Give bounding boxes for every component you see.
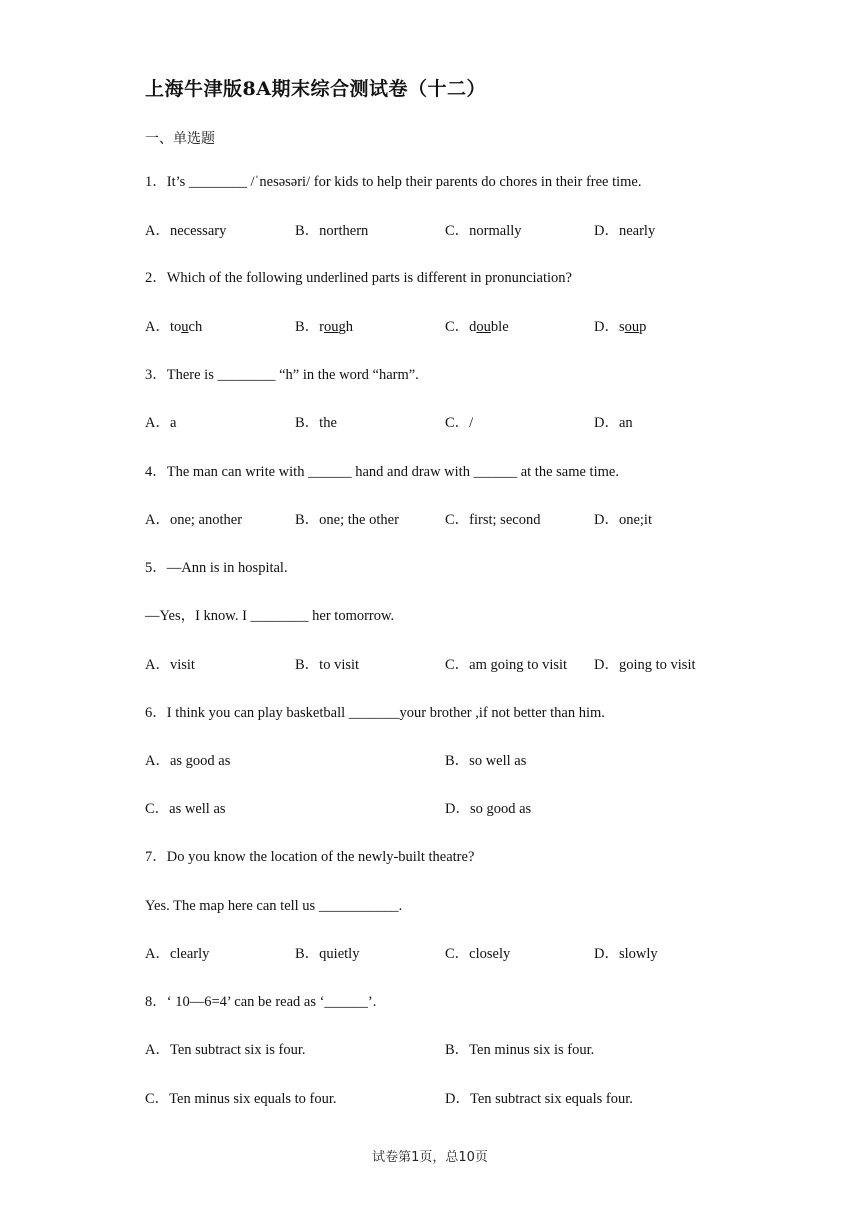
q3-option-d: D．an (594, 415, 633, 431)
q3-option-c: C．/ (445, 415, 474, 431)
underlined-part: ou (624, 319, 640, 335)
q7-option-a: A．clearly (145, 946, 210, 962)
q8-option-b: B．Ten minus six is four. (445, 1042, 595, 1058)
q8-option-a: A．Ten subtract six is four. (145, 1042, 306, 1058)
q8-option-c: C．Ten minus six equals to four. (145, 1091, 337, 1107)
q5-option-c: C．am going to visit (445, 657, 568, 673)
question-5-text: 5．—Ann is in hospital. (145, 560, 288, 576)
q7-option-d: D．slowly (594, 946, 658, 962)
q4-option-b: B．one; the other (295, 512, 399, 528)
q5-option-d: D．going to visit (594, 657, 696, 673)
q4-option-a: A．one; another (145, 512, 243, 528)
q1-option-b: B．northern (295, 223, 369, 239)
option-letter: C． (445, 319, 470, 335)
q6-option-b: B．so well as (445, 753, 527, 769)
question-1-text: 1．It’s ________ /ˈnesəsəri/ for kids to help their parents do chores in their free time. (145, 174, 642, 190)
option-letter: D． (594, 319, 619, 335)
underlined-part: ou (476, 319, 491, 335)
q2-option-b: B．rough (295, 319, 354, 335)
q2-option-d: D．soup (594, 319, 647, 335)
underlined-part: u (181, 319, 189, 335)
question-6-text: 6．I think you can play basketball _______your brother ,if not better than him. (145, 705, 605, 721)
question-8-text: 8．‘ 10—6=4’ can be read as ‘______’. (145, 994, 377, 1010)
q2-option-c: C．double (445, 319, 509, 335)
page-title: 上海牛津版8A期末综合测试卷（十二） (145, 78, 486, 100)
q6-option-c: C．as well as (145, 801, 226, 817)
option-letter: A． (145, 319, 170, 335)
q1-option-c: C．normally (445, 223, 522, 239)
q7-option-c: C．closely (445, 946, 511, 962)
q4-option-c: C．first; second (445, 512, 541, 528)
question-5-reply: —Yes，I know. I ________ her tomorrow. (145, 608, 395, 624)
section-heading: 一、单选题 (145, 131, 215, 147)
q1-option-d: D．nearly (594, 223, 656, 239)
question-7-text: 7．Do you know the location of the newly-built theatre? (145, 849, 475, 865)
q2-option-a: A．touch (145, 319, 203, 335)
question-7-reply: Yes. The map here can tell us ___________. (145, 898, 403, 914)
page-footer: 试卷第1页，总10页 (372, 1150, 488, 1165)
q8-option-d: D．Ten subtract six equals four. (445, 1091, 633, 1107)
q1-option-a: A．necessary (145, 223, 227, 239)
q4-option-d: D．one;it (594, 512, 652, 528)
q5-option-a: A．visit (145, 657, 195, 673)
question-3-text: 3．There is ________ “h” in the word “harm”. (145, 367, 419, 383)
q5-option-b: B．to visit (295, 657, 360, 673)
q6-option-a: A．as good as (145, 753, 231, 769)
q6-option-d: D．so good as (445, 801, 532, 817)
q3-option-b: B．the (295, 415, 337, 431)
option-letter: B． (295, 319, 320, 335)
question-2-text: 2．Which of the following underlined parts is different in pronunciation? (145, 270, 572, 286)
q3-option-a: A．a (145, 415, 177, 431)
question-4-text: 4．The man can write with ______ hand and draw with ______ at the same time. (145, 464, 619, 480)
q7-option-b: B．quietly (295, 946, 360, 962)
underlined-part: ou (324, 319, 339, 335)
